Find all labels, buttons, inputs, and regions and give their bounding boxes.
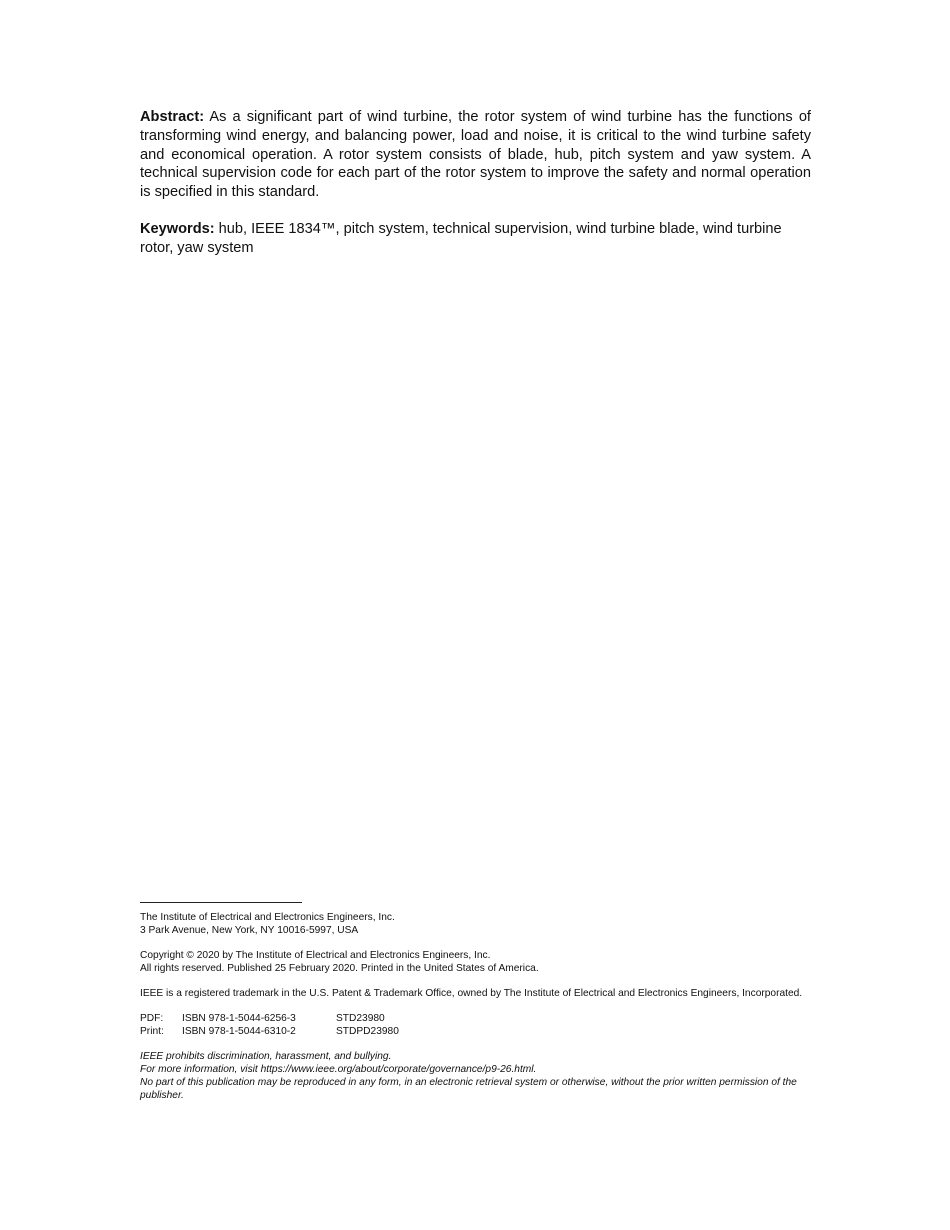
trademark-text: IEEE is a registered trademark in the U.S. Patent & Trademark Office, owned by The Institute of Electrical and Electronics Engineers, Incorporated. xyxy=(140,988,803,999)
keywords-label: Keywords: xyxy=(140,220,215,237)
isbn-number: ISBN 978-1-5044-6256-3 xyxy=(182,1013,296,1024)
publisher-address: 3 Park Avenue, New York, NY 10016-5997, USA xyxy=(140,925,359,936)
footer-section xyxy=(140,902,811,1102)
abstract-label: Abstract: xyxy=(140,109,205,125)
isbn-table xyxy=(140,1012,399,1038)
notice-discrimination: IEEE prohibits discrimination, harassment, and bullying. xyxy=(140,1051,392,1062)
abstract-paragraph xyxy=(140,108,811,202)
isbn-number: ISBN 978-1-5044-6310-2 xyxy=(182,1026,296,1037)
trademark-block xyxy=(140,987,811,1000)
isbn-type: PDF: xyxy=(140,1013,164,1024)
keywords-text: hub, IEEE 1834™, pitch system, technical supervision, wind turbine blade, wind turbine rotor, yaw system xyxy=(140,220,782,256)
isbn-row-print xyxy=(140,1025,399,1038)
notice-more-info: For more information, visit https://www.ieee.org/about/corporate/governance/p9-26.html. xyxy=(140,1064,537,1075)
footnote-divider xyxy=(140,902,302,903)
isbn-code: STDPD23980 xyxy=(336,1026,399,1037)
copyright-block xyxy=(140,949,811,975)
isbn-code: STD23980 xyxy=(336,1013,385,1024)
keywords-paragraph xyxy=(140,220,811,258)
abstract-section xyxy=(140,108,811,258)
isbn-row-pdf xyxy=(140,1012,399,1025)
isbn-type: Print: xyxy=(140,1026,164,1037)
notice-reproduction: No part of this publication may be reproduced in any form, in an electronic retrieval system or otherwise, without the prior written permission of the publisher. xyxy=(140,1077,797,1101)
rights-line: All rights reserved. Published 25 February 2020. Printed in the United States of America. xyxy=(140,963,539,974)
publisher-block xyxy=(140,911,811,937)
publisher-name: The Institute of Electrical and Electronics Engineers, Inc. xyxy=(140,912,395,923)
abstract-text: As a significant part of wind turbine, the rotor system of wind turbine has the functions of transforming wind energy, and balancing power, load and noise, it is critical to the wind turbine safety and economical operation. A rotor system consists of blade, hub, pitch system and yaw system. A technical supervision code for each part of the rotor system to improve the safety and normal operation is specified in this standard. xyxy=(140,109,811,201)
notice-block xyxy=(140,1050,811,1102)
copyright-line: Copyright © 2020 by The Institute of Electrical and Electronics Engineers, Inc. xyxy=(140,950,491,961)
